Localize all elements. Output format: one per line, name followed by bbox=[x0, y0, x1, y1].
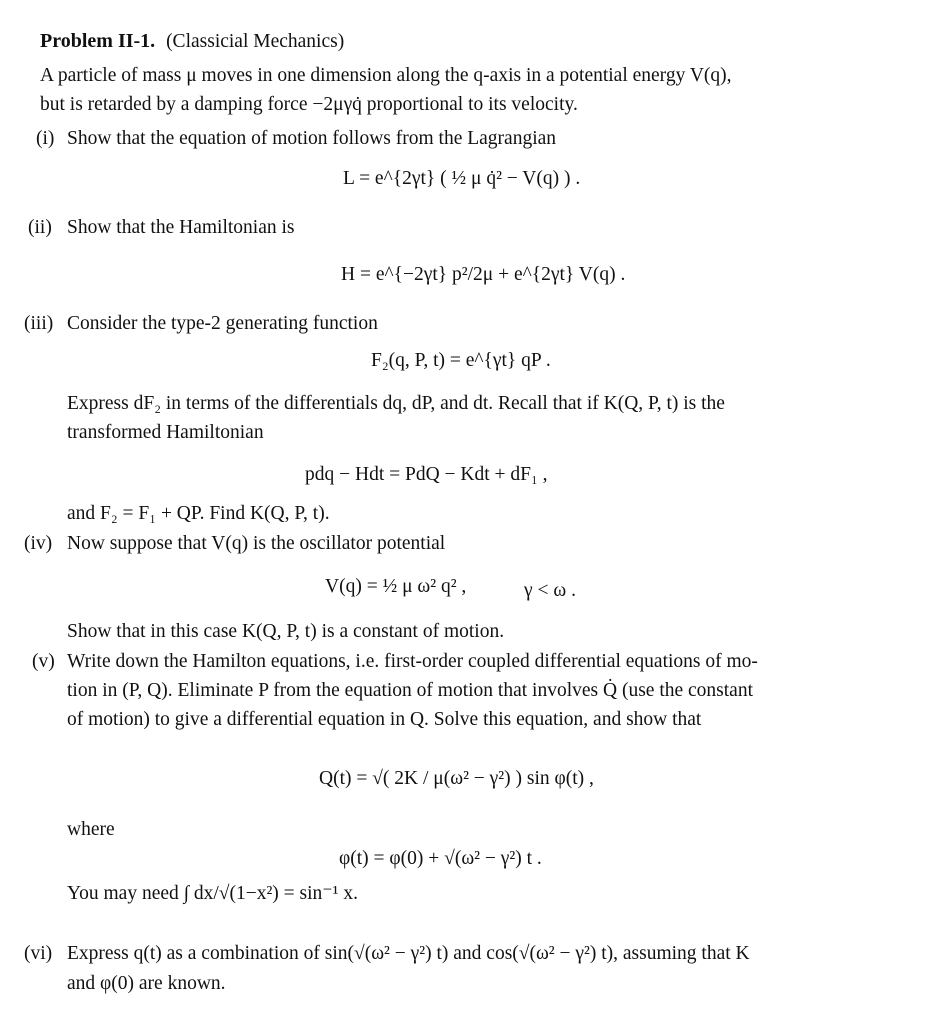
part-iii-text3: and F₂ = F₁ + QP. Find K(Q, P, t). bbox=[67, 503, 330, 524]
part-v-where: where bbox=[67, 819, 115, 840]
part-vi-label: (vi) bbox=[24, 943, 53, 964]
intro-line-2: but is retarded by a damping force −2μγq̇ proportional to its velocity. bbox=[40, 94, 578, 115]
problem-subject: (Classicial Mechanics) bbox=[166, 31, 345, 52]
part-iv-text2: Show that in this case K(Q, P, t) is a constant of motion. bbox=[67, 621, 505, 642]
part-ii-label: (ii) bbox=[28, 217, 52, 238]
part-iii-text2-line2: transformed Hamiltonian bbox=[67, 422, 264, 443]
part-v-line3: of motion) to give a differential equation in Q. Solve this equation, and show that bbox=[67, 709, 702, 730]
part-ii-text: Show that the Hamiltonian is bbox=[67, 217, 295, 238]
hamiltonian-equation: H = e^{−2γt} p²/2μ + e^{2γt} V(q) . bbox=[341, 264, 626, 285]
part-v-line2: tion in (P, Q). Eliminate P from the equation of motion that involves Q̇ (use the constant bbox=[67, 680, 754, 701]
part-iii-text: Consider the type-2 generating function bbox=[67, 313, 378, 334]
part-iii-text2-line1: Express dF₂ in terms of the differentials dq, dP, and dt. Recall that if K(Q, P, t) is the bbox=[67, 393, 725, 414]
phase-equation: φ(t) = φ(0) + √(ω² − γ²) t . bbox=[339, 848, 542, 869]
lagrangian-equation: L = e^{2γt} ( ½ μ q̇² − V(q) ) . bbox=[343, 168, 581, 189]
part-i-label: (i) bbox=[36, 128, 55, 149]
intro-line-1: A particle of mass μ moves in one dimension along the q-axis in a potential energy V(q), bbox=[40, 65, 732, 86]
part-vi-line2: and φ(0) are known. bbox=[67, 973, 226, 994]
q-of-t-equation: Q(t) = √( 2K / μ(ω² − γ²) ) sin φ(t) , bbox=[319, 768, 594, 789]
generating-function-equation: F₂(q, P, t) = e^{γt} qP . bbox=[371, 350, 551, 371]
damping-condition: γ < ω . bbox=[524, 580, 576, 601]
part-iv-label: (iv) bbox=[24, 533, 53, 554]
part-iii-label: (iii) bbox=[24, 313, 54, 334]
canonical-transform-equation: pdq − Hdt = PdQ − Kdt + dF₁ , bbox=[305, 464, 548, 485]
part-iv-text: Now suppose that V(q) is the oscillator potential bbox=[67, 533, 446, 554]
part-v-label: (v) bbox=[32, 651, 55, 672]
problem-title bbox=[40, 29, 344, 54]
part-vi-line1: Express q(t) as a combination of sin(√(ω² − γ²) t) and cos(√(ω² − γ²) t), assuming that K bbox=[67, 943, 750, 964]
part-v-line1: Write down the Hamilton equations, i.e. first-order coupled differential equations of mo- bbox=[67, 651, 758, 672]
problem-number: Problem II-1. bbox=[40, 30, 156, 52]
part-i-text: Show that the equation of motion follows from the Lagrangian bbox=[67, 128, 557, 149]
oscillator-potential-equation: V(q) = ½ μ ω² q² , bbox=[325, 576, 467, 597]
integral-hint: You may need ∫ dx/√(1−x²) = sin⁻¹ x. bbox=[67, 883, 358, 904]
